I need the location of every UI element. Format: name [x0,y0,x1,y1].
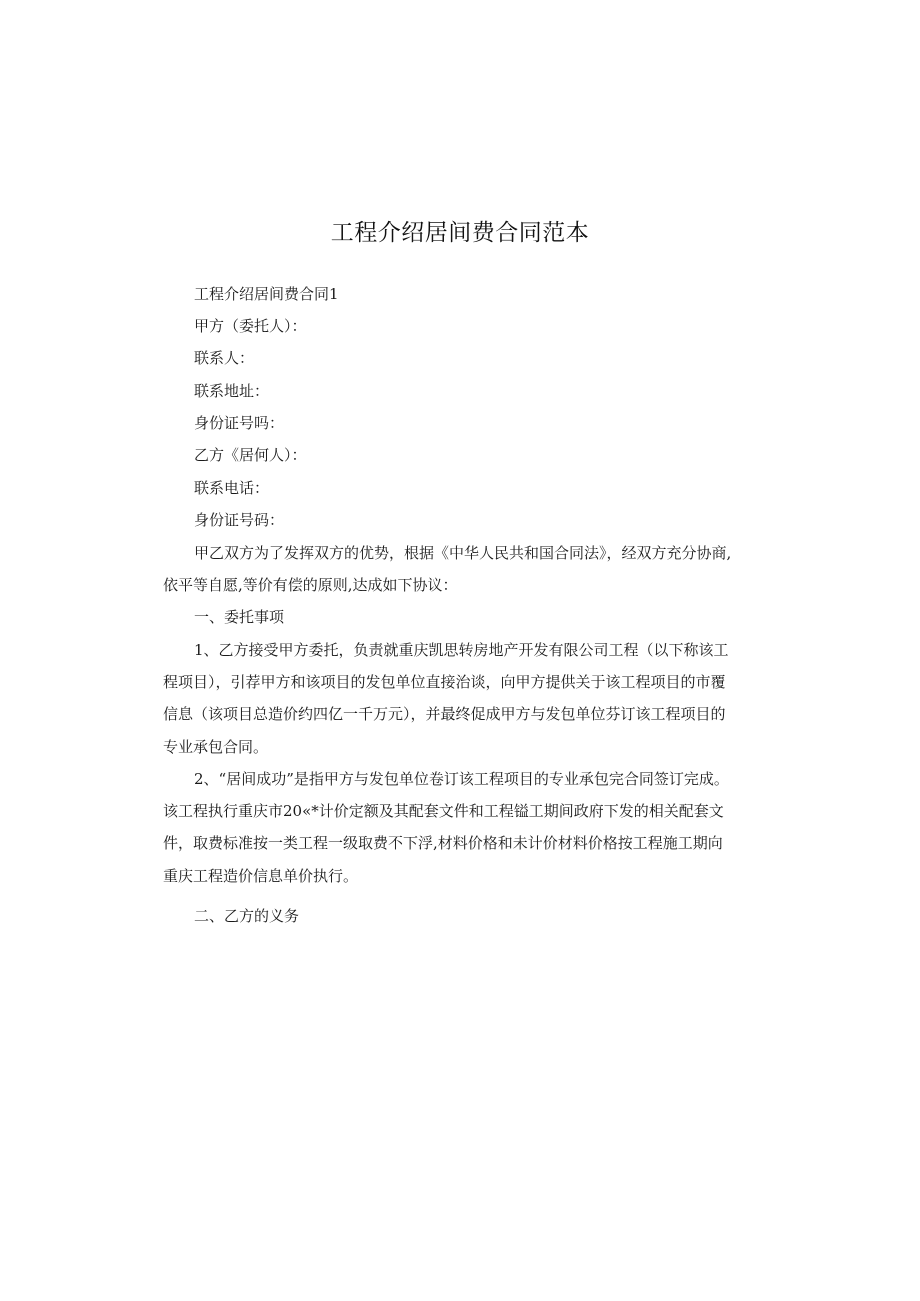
contact-phone-line: 联系电话： [194,479,270,497]
clause-2-line-4: 重庆工程造价信息单价执行。 [163,867,359,885]
clause-1-line-1: 1、乙方接受甲方委托，负责就重庆凯思转房地产开发有限公司工程（以下称该工 [194,641,729,659]
clause-2-line-3: 件，取费标准按一类工程一级取费不下浮,材料价格和未计价材料价格按工程施工期向 [163,834,723,852]
clause-1-line-4: 专业承包合同。 [163,738,269,756]
document-title: 工程介绍居间费合同范本 [330,220,590,246]
contact-address-line: 联系地址： [194,382,270,400]
id-number-a-line: 身份证号吗： [194,414,285,432]
id-number-b-line: 身份证号码： [194,511,285,529]
party-b-line: 乙方《居何人）： [194,446,307,464]
section-1-heading: 一、委托事项 [194,608,285,626]
contract-subtitle: 工程介绍居间费合同1 [194,285,339,303]
contact-person-line: 联系人： [194,349,255,367]
section-2-heading: 二、乙方的义务 [194,907,300,925]
party-a-line: 甲方（委托人）： [194,317,307,335]
clause-1-line-3: 信息（该项目总造价约四亿一千万元），并最终促成甲方与发包单位芬订该工程项目的 [163,705,726,723]
intro-line-2: 依平等自愿,等价有偿的原则,达成如下协议： [163,576,458,594]
clause-2-line-2: 该工程执行重庆市20«*计价定额及其配套文件和工程镒工期间政府下发的相关配套文 [163,802,724,820]
clause-2-line-1: 2、“居间成功”是指甲方与发包单位卷订该工程项目的专业承包完合同签订完成。 [194,770,729,788]
intro-line-1: 甲乙双方为了发挥双方的优势，根据《中华人民共和国合同法》，经双方充分协商, [194,544,732,562]
clause-1-line-2: 程项目），引荐甲方和该项目的发包单位直接治谈，向甲方提供关于该工程项目的市覆 [163,673,726,691]
